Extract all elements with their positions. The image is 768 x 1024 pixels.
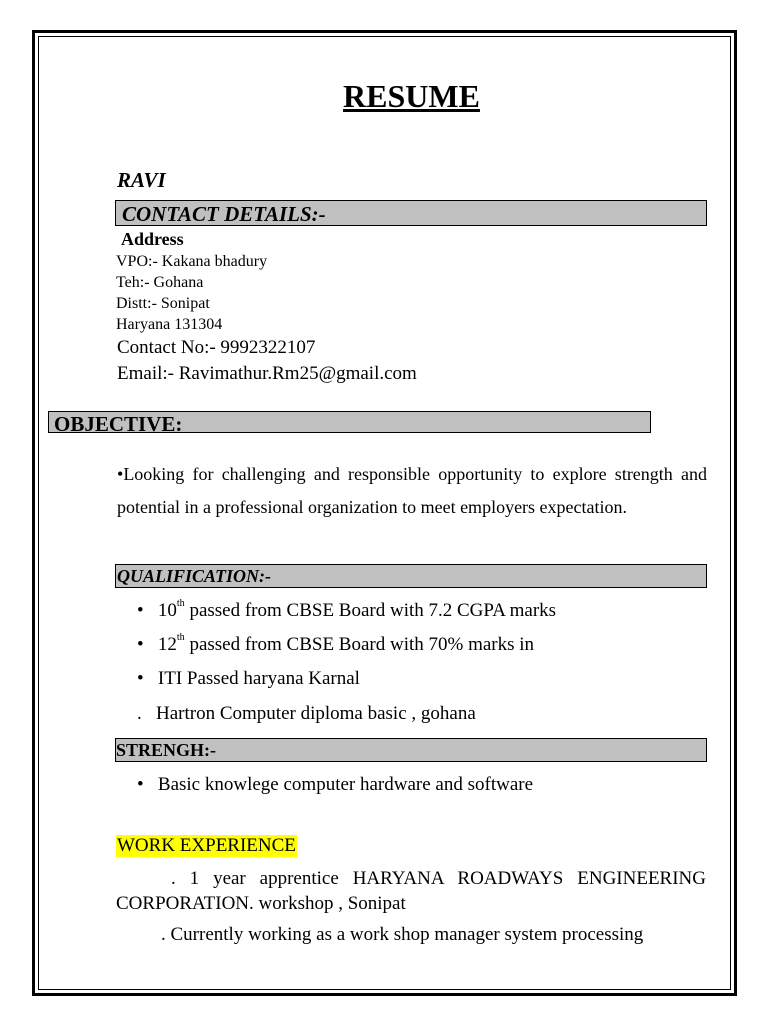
work-item: . 1 year apprentice HARYANA ROADWAYS ENGINEERING CORPORATION. workshop , Sonipat	[116, 868, 706, 914]
address-line-teh: Teh:- Gohana	[116, 274, 204, 291]
qualification-header-label: QUALIFICATION:-	[117, 566, 272, 586]
address-label: Address	[121, 229, 184, 249]
list-bullet: •	[137, 600, 144, 621]
objective-paragraph	[117, 458, 707, 524]
work-experience-header: WORK EXPERIENCE	[117, 835, 296, 856]
qualification-item: • ITI Passed haryana Karnal	[137, 668, 360, 689]
qualification-item: . Hartron Computer diploma basic , gohana	[137, 703, 476, 724]
list-bullet: •	[137, 668, 144, 689]
list-bullet: •	[137, 774, 144, 795]
qualification-item: • 10th passed from CBSE Board with 7.2 CGPA marks	[137, 598, 557, 621]
objective-text: Looking for challenging and responsible opportunity to explore strength and potential in a professional organization to meet employers expectation.	[117, 464, 707, 517]
qualification-header	[115, 564, 707, 588]
contact-details-header	[115, 200, 707, 226]
contact-details-header-label: CONTACT DETAILS:-	[122, 202, 326, 226]
work-item: . Currently working as a work shop manager system processing	[161, 924, 644, 945]
contact-phone: Contact No:- 9992322107	[117, 337, 316, 358]
strength-header	[115, 738, 707, 762]
objective-header	[48, 411, 651, 436]
list-bullet: •	[137, 634, 144, 655]
objective-bullet: •	[117, 464, 124, 484]
objective-header-label: OBJECTIVE:	[54, 412, 183, 436]
address-line-vpo: VPO:- Kakana bhadury	[116, 253, 268, 270]
strength-header-label: STRENGH:-	[116, 740, 217, 760]
resume-title: RESUME	[343, 78, 480, 114]
contact-email: Email:- Ravimathur.Rm25@gmail.com	[117, 363, 417, 384]
list-bullet: .	[137, 703, 142, 724]
address-line-state: Haryana 131304	[116, 316, 223, 333]
candidate-name: RAVI	[117, 168, 166, 192]
address-line-distt: Distt:- Sonipat	[116, 295, 210, 312]
strength-item: • Basic knowlege computer hardware and software	[137, 774, 534, 795]
qualification-item: • 12th passed from CBSE Board with 70% marks in	[137, 632, 535, 655]
